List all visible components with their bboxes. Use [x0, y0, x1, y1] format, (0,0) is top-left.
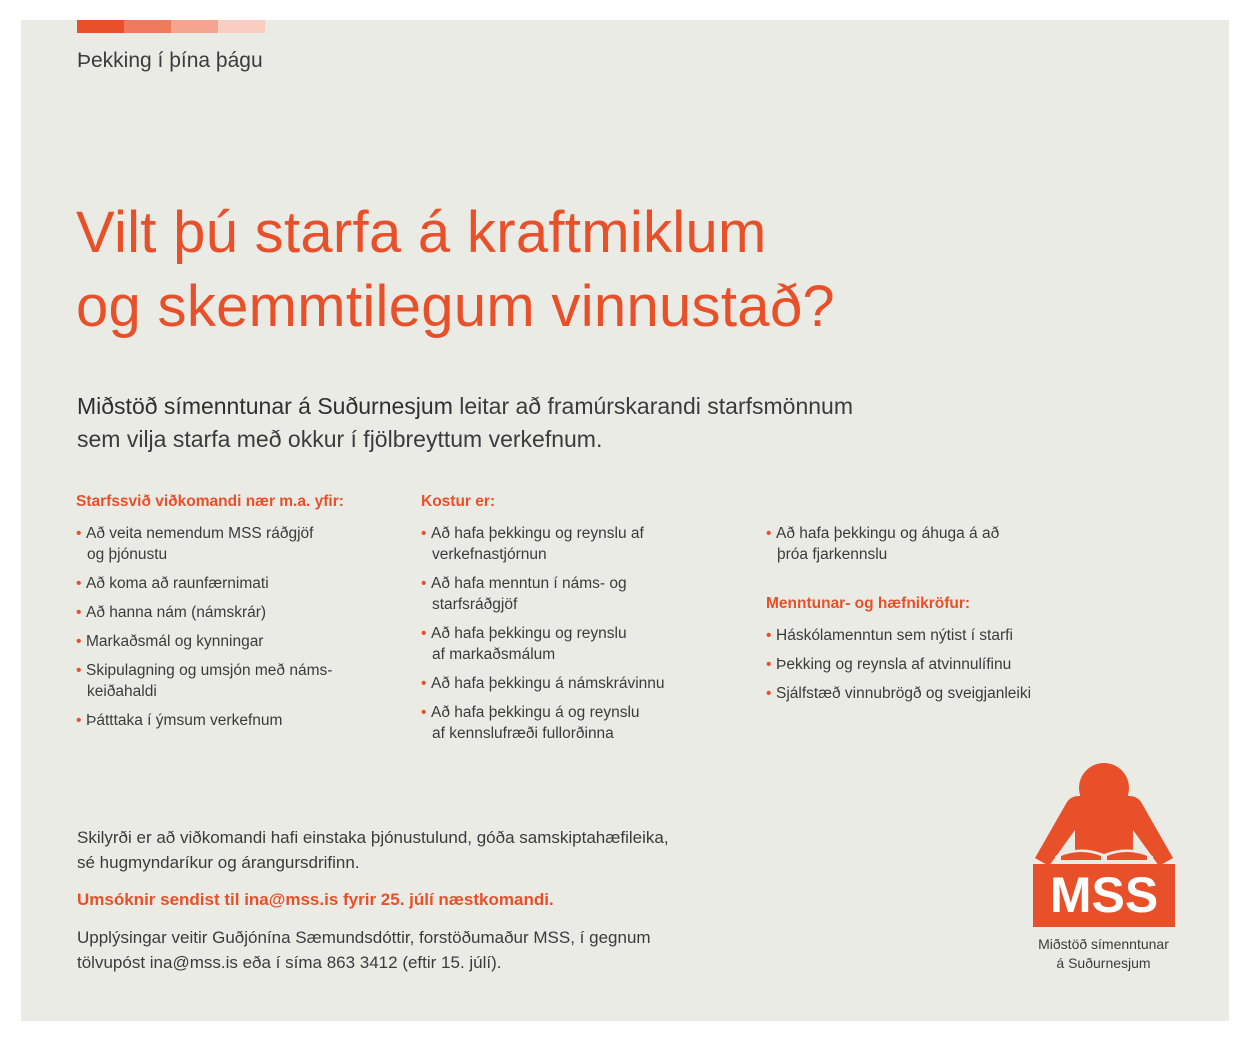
tagline: Þekking í þína þágu: [77, 49, 263, 72]
stripe-4: [218, 20, 265, 33]
list-item-line: Að koma að raunfærnimati: [86, 575, 269, 592]
job-ad-card: [21, 20, 1229, 1021]
list-item-text: [86, 573, 406, 594]
list-item-line: starfsráðgjöf: [432, 596, 518, 613]
headline: [76, 196, 835, 344]
bullet-icon: •: [421, 675, 427, 692]
intro-text: [77, 390, 853, 456]
bullet-icon: •: [421, 525, 427, 542]
bullet-icon: •: [421, 625, 427, 642]
list-item: [76, 573, 406, 594]
pluses-column: [421, 493, 751, 752]
contact-line-2: tölvupóst ina@mss.is eða í síma 863 3412 (eftir 15. júlí).: [77, 953, 502, 972]
bullet-icon: •: [421, 704, 427, 721]
list-item: [76, 631, 406, 652]
list-item: [76, 602, 406, 623]
list-item-line: þróa fjarkennslu: [777, 546, 888, 563]
list-item: [766, 683, 1096, 704]
list-item-line: Að hanna nám (námskrár): [86, 604, 267, 621]
application-deadline: Umsóknir sendist til ina@mss.is fyrir 25. júlí næstkomandi.: [77, 890, 554, 909]
conditions-text: [77, 825, 777, 875]
list-item: [76, 660, 406, 702]
list-item-line: Að hafa þekkingu og reynslu: [431, 625, 627, 642]
contact-line-1: Upplýsingar veitir Guðjónína Sæmundsdóttir, forstöðumaður MSS, í gegnum: [77, 928, 651, 947]
list-item-text: [86, 631, 406, 652]
list-item-text: [431, 523, 751, 565]
stripe-1: [77, 20, 124, 33]
logo-mark: MSS: [1049, 867, 1159, 923]
list-item-text: [86, 660, 406, 702]
requirements-heading: Menntunar- og hæfnikröfur:: [766, 595, 971, 612]
duties-heading: Starfssvið viðkomandi nær m.a. yfir:: [76, 493, 344, 510]
bullet-icon: •: [76, 712, 82, 729]
brand-stripes: [77, 20, 265, 33]
list-item-line: og þjónustu: [87, 546, 168, 563]
intro-line-1: [77, 390, 853, 423]
logo-line-2: á Suðurnesjum: [1056, 955, 1151, 971]
list-item-text: [776, 523, 1096, 565]
list-item-line: Að hafa þekkingu og reynslu af: [431, 525, 644, 542]
bullet-icon: •: [766, 656, 772, 673]
logo-line-1: Miðstöð símenntunar: [1038, 936, 1169, 952]
list-item-line: Skipulagning og umsjón með náms-: [86, 662, 333, 679]
duties-list: [76, 523, 406, 731]
mss-logo: [1021, 760, 1196, 980]
logo-caption: [1021, 935, 1186, 973]
bullet-icon: •: [76, 662, 82, 679]
duties-column: [76, 493, 406, 739]
list-item-line: af kennslufræði fullorðinna: [432, 725, 614, 742]
list-item: [766, 523, 1096, 565]
contact-info: [77, 925, 777, 975]
list-item-text: [86, 523, 406, 565]
stripe-2: [124, 20, 171, 33]
list-item-text: [776, 683, 1096, 704]
bullet-icon: •: [766, 525, 772, 542]
list-item-line: Þátttaka í ýmsum verkefnum: [86, 712, 283, 729]
list-item-text: [86, 602, 406, 623]
list-item-text: [431, 573, 751, 615]
list-item: [766, 654, 1096, 675]
headline-line-1: Vilt þú starfa á kraftmiklum: [76, 200, 767, 265]
list-item: [421, 573, 751, 615]
list-item-line: Þekking og reynsla af atvinnulífinu: [776, 656, 1012, 673]
list-item-text: [431, 623, 751, 665]
organization-name: Miðstöð símenntunar á Suðurnesjum: [77, 393, 453, 419]
list-item: [766, 625, 1096, 646]
pluses-continued-list: [766, 523, 1096, 565]
list-item: [421, 523, 751, 565]
intro-line-1-rest: leitar að framúrskarandi starfsmönnum: [452, 393, 853, 419]
list-item-line: Háskólamenntun sem nýtist í starfi: [776, 627, 1013, 644]
list-item: [76, 523, 406, 565]
pluses-list: [421, 523, 751, 744]
list-item-text: [86, 710, 406, 731]
list-item-line: verkefnastjórnun: [432, 546, 547, 563]
conditions-line-2: sé hugmyndaríkur og árangursdrifinn.: [77, 853, 360, 872]
person-reading-book-icon: [1033, 760, 1175, 928]
list-item-line: Sjálfstæð vinnubrögð og sveigjanleiki: [776, 685, 1032, 702]
list-item-line: Að hafa þekkingu og áhuga á að: [776, 525, 1000, 542]
list-item-text: [776, 654, 1096, 675]
list-item: [421, 702, 751, 744]
list-item-line: Að hafa menntun í náms- og: [431, 575, 627, 592]
headline-line-2: og skemmtilegum vinnustað?: [76, 274, 835, 339]
bullet-icon: •: [766, 685, 772, 702]
bullet-icon: •: [76, 525, 82, 542]
list-item-line: Að veita nemendum MSS ráðgjöf: [86, 525, 314, 542]
bullet-icon: •: [76, 633, 82, 650]
list-item: [76, 710, 406, 731]
list-item-line: Að hafa þekkingu á og reynslu: [431, 704, 640, 721]
intro-line-2: sem vilja starfa með okkur í fjölbreyttum verkefnum.: [77, 426, 603, 452]
bullet-icon: •: [421, 575, 427, 592]
stripe-3: [171, 20, 218, 33]
conditions-line-1: Skilyrði er að viðkomandi hafi einstaka þjónustulund, góða samskiptahæfileika,: [77, 828, 669, 847]
list-item-text: [431, 702, 751, 744]
bullet-icon: •: [76, 575, 82, 592]
list-item-text: [776, 625, 1096, 646]
list-item: [421, 673, 751, 694]
list-item: [421, 623, 751, 665]
list-item-line: Markaðsmál og kynningar: [86, 633, 264, 650]
requirements-list: [766, 625, 1096, 704]
bullet-icon: •: [766, 627, 772, 644]
bullet-icon: •: [76, 604, 82, 621]
list-item-line: af markaðsmálum: [432, 646, 556, 663]
list-item-line: Að hafa þekkingu á námskrávinnu: [431, 675, 665, 692]
pluses-heading: Kostur er:: [421, 493, 496, 510]
requirements-column: [766, 523, 1096, 712]
list-item-text: [431, 673, 751, 694]
list-item-line: keiðahaldi: [87, 683, 157, 700]
